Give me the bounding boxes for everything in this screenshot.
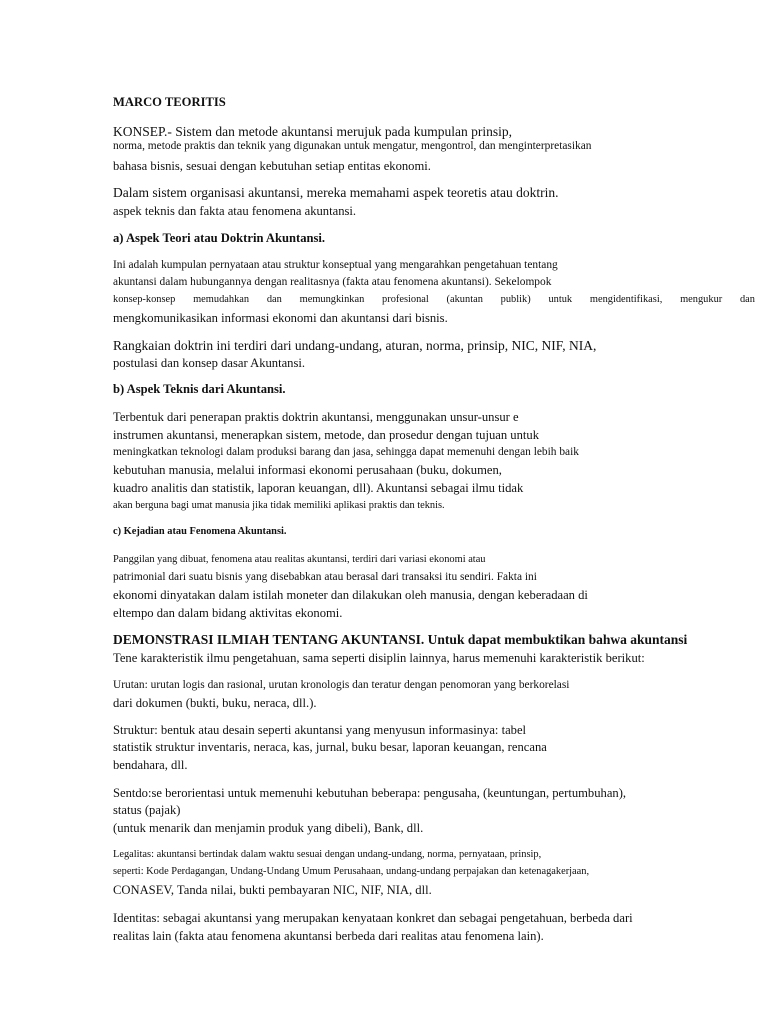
heading-aspek-teori: a) Aspek Teori atau Doktrin Akuntansi. <box>113 231 326 245</box>
kejadian-line-4: eltempo dan dalam bidang aktivitas ekonomi. <box>113 606 343 620</box>
legalitas-line-1: Legalitas: akuntansi bertindak dalam waktu sesuai dengan undang-undang, norma, pernyataan, prinsip, <box>113 849 542 860</box>
sentdo-line-2: status (pajak) <box>113 803 181 817</box>
dalam-sistem-line-1: Dalam sistem organisasi akuntansi, mereka memahami aspek teoretis atau doktrin. <box>113 185 559 200</box>
rangkaian-line-1: Rangkaian doktrin ini terdiri dari undang-undang, aturan, norma, prinsip, NIC, NIF, NIA, <box>113 338 597 353</box>
heading-aspek-teknis: b) Aspek Teknis dari Akuntansi. <box>113 382 286 396</box>
kejadian-line-1: Panggilan yang dibuat, fenomena atau realitas akuntansi, terdiri dari variasi ekonomi atau <box>113 554 486 565</box>
sentdo-line-1: Sentdo:se berorientasi untuk memenuhi kebutuhan beberapa: pengusaha, (keuntungan, pertumbuhan), <box>113 786 627 800</box>
demonstrasi-line-2: Tene karakteristik ilmu pengetahuan, sama seperti disiplin lainnya, harus memenuhi karakteristik berikut: <box>113 651 645 665</box>
aspek-teknis-line-4: kebutuhan manusia, melalui informasi ekonomi perusahaan (buku, dokumen, <box>113 463 502 477</box>
urutan-line-1: Urutan: urutan logis dan rasional, urutan kronologis dan teratur dengan penomoran yang berkorelasi <box>113 679 570 691</box>
aspek-teknis-line-6: akan berguna bagi umat manusia jika tidak memiliki aplikasi praktis dan teknis. <box>113 500 445 511</box>
struktur-line-1: Struktur: bentuk atau desain seperti akuntansi yang menyusun informasinya: tabel <box>113 723 527 737</box>
aspek-teori-line-2: akuntansi dalam hubungannya dengan realitasnya (fakta atau fenomena akuntansi). Sekelompok <box>113 276 552 288</box>
struktur-line-3: bendahara, dll. <box>113 758 188 772</box>
urutan-line-2: dari dokumen (bukti, buku, neraca, dll.). <box>113 696 317 710</box>
rangkaian-line-2: postulasi dan konsep dasar Akuntansi. <box>113 356 306 370</box>
aspek-teknis-line-5: kuadro analitis dan statistik, laporan keuangan, dll). Akuntansi sebagai ilmu tidak <box>113 481 524 495</box>
konsep-line-3: bahasa bisnis, sesuai dengan kebutuhan setiap entitas ekonomi. <box>113 159 431 173</box>
kejadian-line-3: ekonomi dinyatakan dalam istilah moneter dan dilakukan oleh manusia, dengan keberadaan di <box>113 588 588 602</box>
aspek-teori-line-4: mengkomunikasikan informasi ekonomi dan akuntansi dari bisnis. <box>113 311 448 325</box>
konsep-line-1: KONSEP.- Sistem dan metode akuntansi merujuk pada kumpulan prinsip, <box>113 124 512 139</box>
identitas-line-2: realitas lain (fakta atau fenomena akuntansi berbeda dari realitas atau fenomena lain). <box>113 929 544 943</box>
aspek-teori-line-1: Ini adalah kumpulan pernyataan atau struktur konseptual yang mengarahkan pengetahuan tentang <box>113 259 558 271</box>
aspek-teknis-line-3: meningkatkan teknologi dalam produksi barang dan jasa, sehingga dapat memenuhi dengan lebih baik <box>113 446 579 458</box>
aspek-teori-line-3: konsep-konsep memudahkan dan memungkinkan profesional (akuntan publik) untuk mengidentifikasi, mengukur dan <box>113 294 755 305</box>
konsep-line-2: norma, metode praktis dan teknik yang digunakan untuk mengatur, mengontrol, dan menginterpretasikan <box>113 140 592 152</box>
aspek-teknis-line-2: instrumen akuntansi, menerapkan sistem, metode, dan prosedur dengan tujuan untuk <box>113 428 539 442</box>
heading-kejadian: c) Kejadian atau Fenomena Akuntansi. <box>113 526 287 537</box>
identitas-line-1: Identitas: sebagai akuntansi yang merupakan kenyataan konkret dan sebagai pengetahuan, berbeda dari <box>113 911 633 925</box>
demonstrasi-heading: DEMONSTRASI ILMIAH TENTANG AKUNTANSI. Untuk dapat membuktikan bahwa akuntansi <box>113 632 688 647</box>
legalitas-line-3: CONASEV, Tanda nilai, bukti pembayaran NIC, NIF, NIA, dll. <box>113 883 432 897</box>
kejadian-line-2: patrimonial dari suatu bisnis yang disebabkan atau berasal dari transaksi itu sendiri. Fakta ini <box>113 571 537 583</box>
legalitas-line-2: seperti: Kode Perdagangan, Undang-Undang Umum Perusahaan, undang-undang perpajakan dan ketenagakerjaan, <box>113 866 590 877</box>
dalam-sistem-line-2: aspek teknis dan fakta atau fenomena akuntansi. <box>113 204 357 218</box>
sentdo-line-3: (untuk menarik dan menjamin produk yang dibeli), Bank, dll. <box>113 821 424 835</box>
struktur-line-2: statistik struktur inventaris, neraca, kas, jurnal, buku besar, laporan keuangan, rencana <box>113 740 547 754</box>
aspek-teknis-line-1: Terbentuk dari penerapan praktis doktrin akuntansi, menggunakan unsur-unsur e <box>113 410 519 424</box>
document-title: MARCO TEORITIS <box>113 95 226 109</box>
